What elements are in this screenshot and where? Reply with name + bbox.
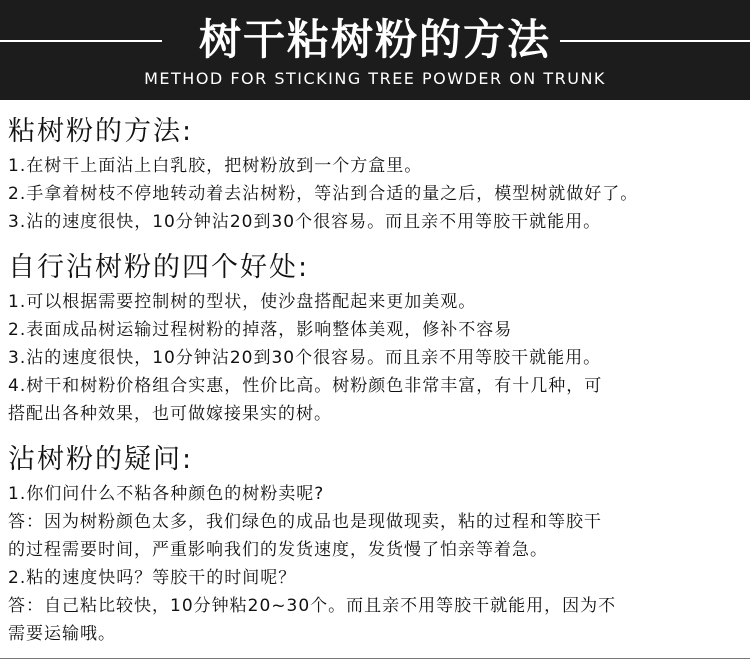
faq-line: 答：因为树粉颜色太多，我们绿色的成品也是现做现卖，粘的过程和等胶干 bbox=[8, 512, 602, 532]
section-faq bbox=[8, 428, 744, 648]
faq-line: 1.你们问什么不粘各种颜色的树粉卖呢? bbox=[8, 484, 325, 504]
faq-line: 2.粘的速度快吗？等胶干的时间呢？ bbox=[8, 568, 297, 588]
benefit-line: 2.表面成品树运输过程树粉的掉落，影响整体美观，修补不容易 bbox=[8, 320, 513, 340]
method-line: 1.在树干上面沾上白乳胶，把树粉放到一个方盒里。 bbox=[8, 156, 423, 176]
method-line: 3.沾的速度很快，10分钟沾20到30个很容易。而且亲不用等胶干就能用。 bbox=[8, 212, 602, 232]
section-title-faq: 沾树粉的疑问: bbox=[8, 444, 194, 475]
benefit-line: 搭配出各种效果，也可做嫁接果实的树。 bbox=[8, 404, 332, 424]
content bbox=[0, 100, 750, 659]
bottom-divider bbox=[0, 658, 750, 659]
section-title-benefits: 自行沾树粉的四个好处: bbox=[8, 252, 310, 283]
benefit-line: 1.可以根据需要控制树的型状，使沙盘搭配起来更加美观。 bbox=[8, 292, 477, 312]
method-line: 2.手拿着树枝不停地转动着去沾树粉，等沾到合适的量之后，模型树就做好了。 bbox=[8, 184, 639, 204]
benefit-line: 3.沾的速度很快，10分钟沾20到30个很容易。而且亲不用等胶干就能用。 bbox=[8, 348, 602, 368]
page-subtitle: METHOD FOR STICKING TREE POWDER ON TRUNK bbox=[144, 69, 606, 88]
benefit-line: 4.树干和树粉价格组合实惠，性价比高。树粉颜色非常丰富，有十几种，可 bbox=[8, 376, 603, 396]
faq-line: 答：自己粘比较快，10分钟粘20~30个。而且亲不用等胶干就能用，因为不 bbox=[8, 596, 617, 616]
section-benefits bbox=[8, 236, 744, 428]
page-title: 树干粘树粉的方法 bbox=[198, 15, 551, 64]
faq-line: 需要运输哦。 bbox=[8, 624, 116, 644]
header-banner bbox=[0, 0, 750, 100]
faq-line: 的过程需要时间，严重影响我们的发货速度，发货慢了怕亲等着急。 bbox=[8, 540, 548, 560]
section-method bbox=[8, 100, 744, 236]
section-title-method: 粘树粉的方法: bbox=[8, 116, 194, 147]
